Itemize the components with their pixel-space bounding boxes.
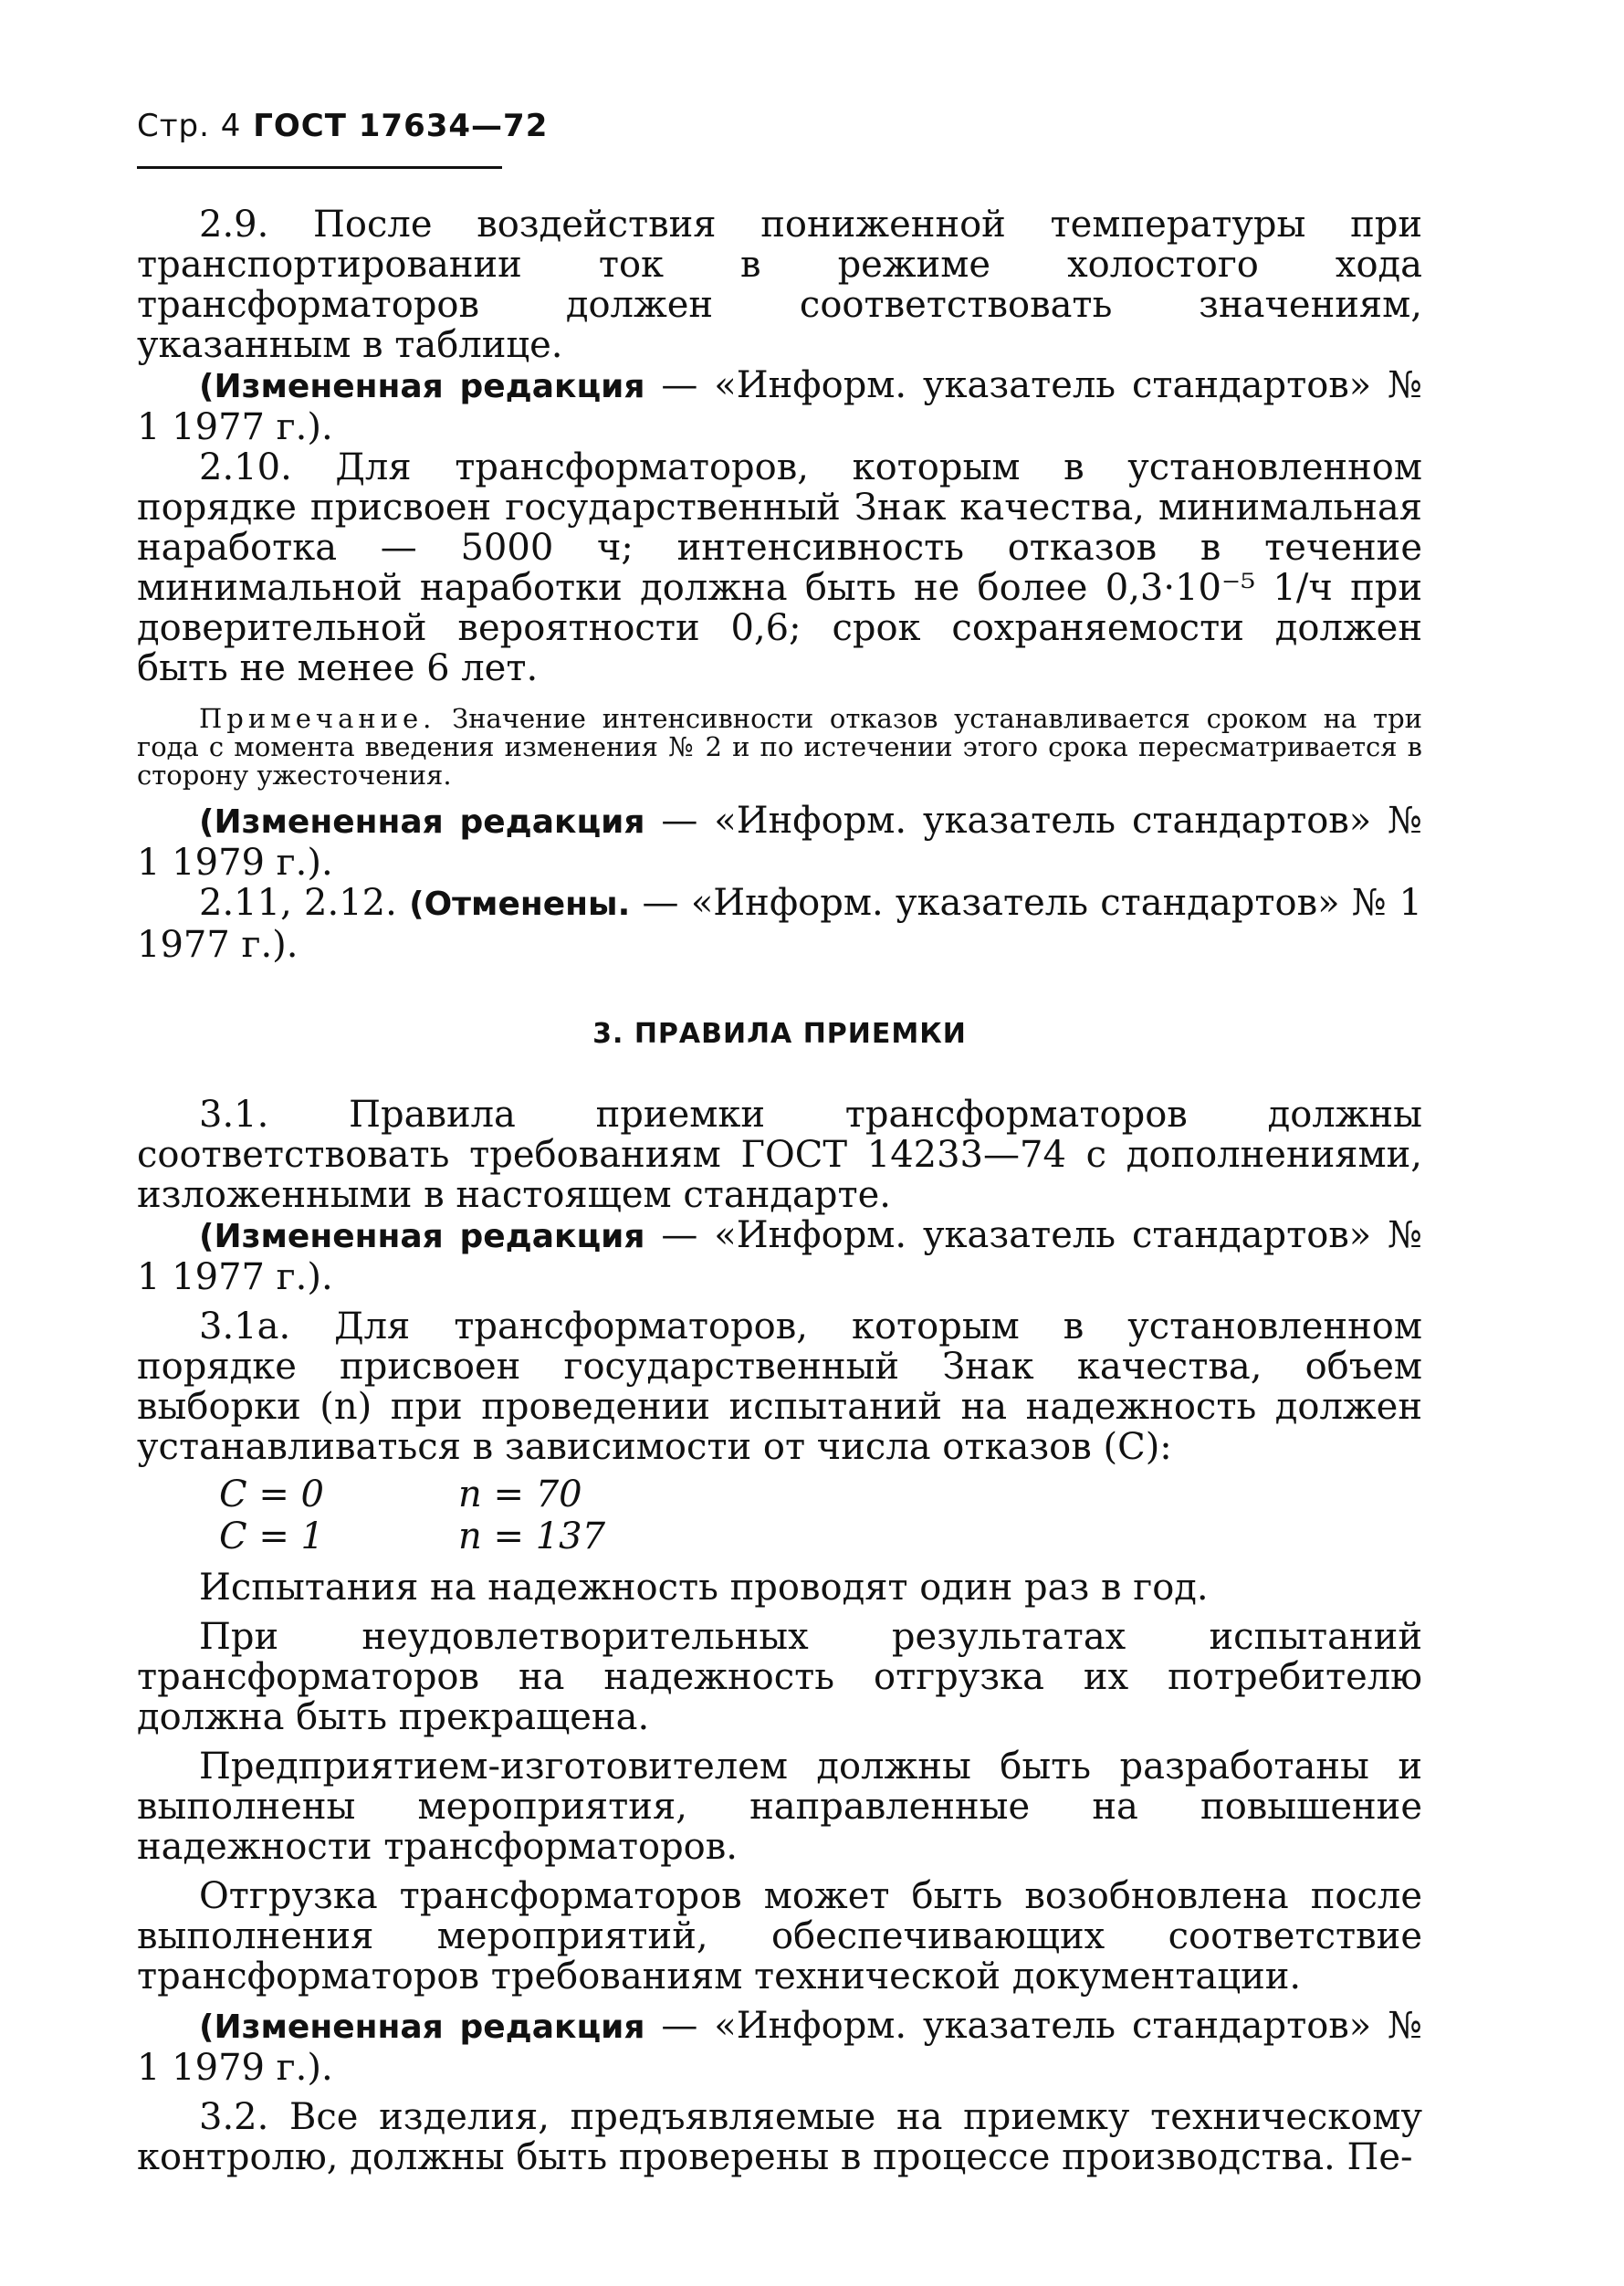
paragraph-3-1: 3.1. Правила приемки трансформаторов должны соответствовать требованиям ГОСТ 14233—74 с дополнениями, изложенными в настоящем стандарте. [137, 1094, 1422, 1216]
standard-id: ГОСТ 17634—72 [253, 108, 549, 144]
note-text: Значение интенсивности отказов устанавливается сроком на три года с момента введения изменения № 2 и по истечении этого срока пересматривается в сторону ужесточения. [137, 703, 1422, 791]
paragraph-unsatisfactory-results: При неудовлетворительных результатах испытаний трансформаторов на надежность отгрузка их потребителю должна быть прекращена. [137, 1616, 1422, 1738]
note-label: Примечание. [199, 703, 436, 734]
clause-numbers: 2.11, 2.12. [199, 882, 410, 924]
formula-row [137, 1516, 1422, 1558]
paragraph-tests-frequency: Испытания на надежность проводят один раз в год. [199, 1567, 1209, 1609]
amendment-note [137, 365, 1422, 447]
amendment-source: — «Информ. указатель стандартов» № 1 1979 г.). [137, 800, 1423, 884]
amendment-label: (Измененная редакция [199, 803, 645, 841]
amendment-source: — «Информ. указатель стандартов» № 1 1977 г.). [137, 1214, 1423, 1298]
footnote-remark [137, 705, 1422, 790]
amendment-note [137, 2006, 1422, 2088]
formula-row [137, 1474, 1422, 1516]
failures-value: C = 1 [219, 1515, 324, 1557]
cancelled-source: — «Информ. указатель стандартов» № 1 1977 г.). [137, 882, 1422, 966]
paragraph-2-10: 2.10. Для трансформаторов, которым в установленном порядке присвоен государственный Знак качества, минимальная наработка — 5000 ч; интенсивность отказов в течение минимальной наработки должна быть не более 0,3·10⁻⁵ 1/ч при доверительной вероятности 0,6; срок сохраняемости должен быть не менее 6 лет. [137, 446, 1422, 689]
cancelled-label: (Отменены. [409, 886, 631, 923]
section-title: 3. ПРАВИЛА ПРИЕМКИ [592, 1018, 967, 1050]
amendment-label: (Измененная редакция [199, 1218, 645, 1255]
paragraph-3-1a: 3.1а. Для трансформаторов, которым в установленном порядке присвоен государственный Знак качества, объем выборки (n) при проведении испытаний на надежность должен устанавливаться в зависимости от числа отказов (C): [137, 1306, 1422, 1468]
paragraph-3-2: 3.2. Все изделия, предъявляемые на приемку техническому контролю, должны быть проверены в процессе производства. Пе- [137, 2096, 1422, 2178]
amendment-note [137, 801, 1422, 883]
page-number: Стр. 4 [137, 108, 242, 144]
paragraph-shipment-resume: Отгрузка трансформаторов может быть возобновлена после выполнения мероприятий, обеспечивающих соответствие трансформаторов требованиям технической документации. [137, 1875, 1422, 1998]
amendment-source: — «Информ. указатель стандартов» № 1 1979 г.). [137, 2005, 1423, 2089]
failures-value: C = 0 [219, 1473, 324, 1515]
sample-size-value: n = 137 [458, 1515, 606, 1557]
amendment-label: (Измененная редакция [199, 368, 645, 405]
paragraph-measures: Предприятием-изготовителем должны быть разработаны и выполнены мероприятия, направленные на повышение надежности трансформаторов. [137, 1746, 1422, 1868]
page-header [137, 108, 548, 144]
amendment-label: (Измененная редакция [199, 2008, 645, 2046]
amendment-note [137, 1215, 1422, 1297]
amendment-source: — «Информ. указатель стандартов» № 1 1977 г.). [137, 364, 1423, 448]
sample-size-value: n = 70 [458, 1473, 582, 1515]
page-body [137, 204, 1422, 2177]
header-rule [137, 166, 502, 169]
paragraph-2-11-2-12 [137, 883, 1422, 965]
paragraph-2-9: 2.9. После воздействия пониженной температуры при транспортировании ток в режиме холостого хода трансформаторов должен соответствовать значениям, указанным в таблице. [137, 204, 1422, 366]
sample-size-formula [137, 1474, 1422, 1558]
